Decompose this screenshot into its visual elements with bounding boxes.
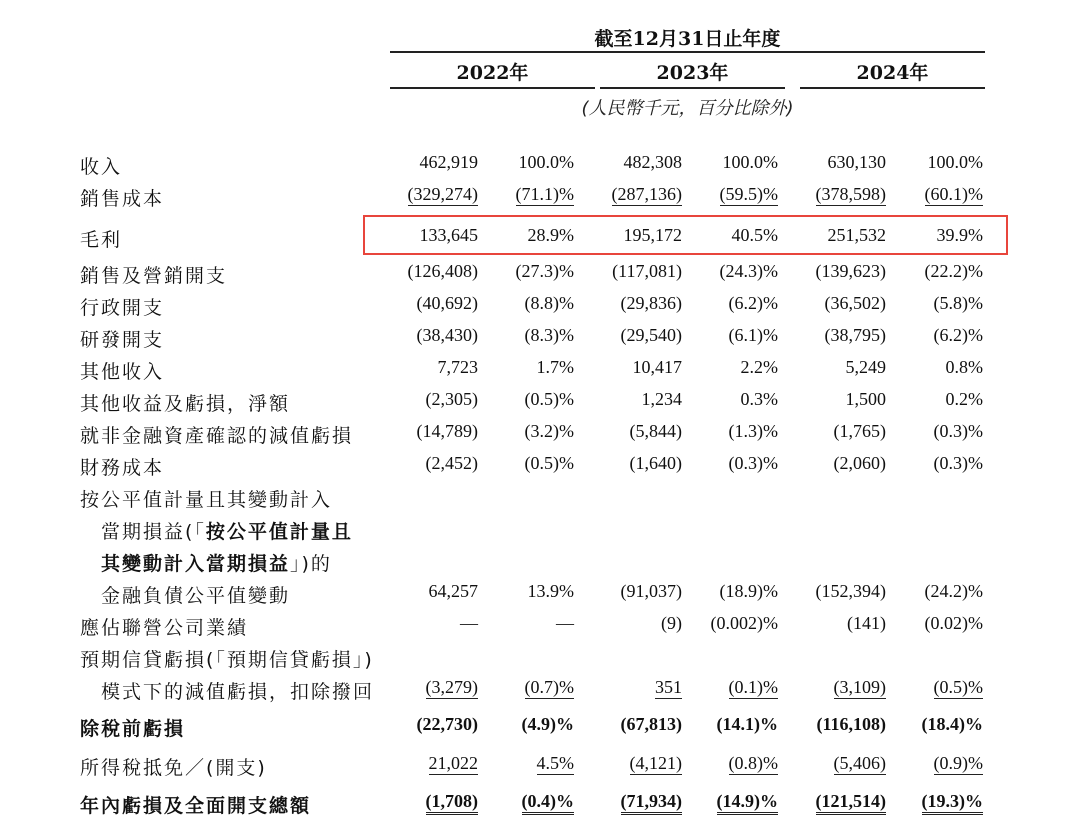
row-label-fvtpl-line3-text: 」)的 (290, 553, 332, 575)
cell-row4-2022-percent: (8.8)% (524, 293, 574, 313)
cell-row13-2023-percent: (14.1)% (716, 714, 778, 734)
cell-row9-2024-amount: (2,060) (833, 453, 886, 473)
cell-row1-2022-amount: (329,274) (407, 184, 478, 204)
cell-row14-2023-percent: (0.8)% (728, 753, 778, 773)
cell-row12-2024-amount: (3,109) (833, 677, 886, 697)
cell-row12-2024-percent: (0.5)% (933, 677, 983, 697)
row-label-selling-expenses: 銷售及營銷開支 (80, 265, 228, 287)
row-label-ecl-line1: 預期信貸虧損(「預期信貸虧損」) (80, 649, 374, 671)
cell-row13-2022-amount: (22,730) (416, 714, 478, 734)
cell-row2-2023-amount: 195,172 (623, 225, 682, 245)
row-label-fvtpl-line2 (101, 517, 353, 544)
cell-row14-2022-amount: 21,022 (428, 753, 478, 773)
row-label-cost-of-sales: 銷售成本 (80, 188, 165, 210)
cell-row0-2023-amount: 482,308 (623, 152, 682, 172)
row-label-fvtpl-line3 (101, 549, 332, 576)
cell-row11-2024-percent: (0.02)% (924, 613, 983, 633)
cell-row14-2024-amount: (5,406) (833, 753, 886, 773)
cell-row3-2022-amount: (126,408) (407, 261, 478, 281)
cell-row8-2024-amount: (1,765) (833, 421, 886, 441)
cell-row7-2024-amount: 1,500 (845, 389, 886, 409)
cell-row10-2022-amount: 64,257 (428, 581, 478, 601)
cell-row11-2023-amount: (9) (661, 613, 682, 633)
cell-row10-2023-amount: (91,037) (620, 581, 682, 601)
cell-row10-2023-percent: (18.9)% (719, 581, 778, 601)
unit-note: (人民幣千元，百分比除外) (581, 98, 794, 119)
cell-row9-2023-amount: (1,640) (629, 453, 682, 473)
cell-row1-2023-amount: (287,136) (611, 184, 682, 204)
cell-row10-2022-percent: 13.9% (527, 581, 574, 601)
cell-row13-2023-amount: (67,813) (620, 714, 682, 734)
cell-row6-2024-amount: 5,249 (845, 357, 886, 377)
cell-row4-2024-amount: (36,502) (824, 293, 886, 313)
cell-row13-2024-percent: (18.4)% (921, 714, 983, 734)
row-label-impairment-nonfinancial: 就非金融資產確認的減值虧損 (80, 425, 354, 447)
cell-row5-2023-amount: (29,540) (620, 325, 682, 345)
cell-row2-2024-amount: 251,532 (827, 225, 886, 245)
cell-row6-2022-amount: 7,723 (437, 357, 478, 377)
cell-row15-2024-percent: (19.3)% (922, 791, 984, 812)
cell-row14-2022-percent: 4.5% (536, 753, 574, 773)
year-rule-2024 (800, 87, 985, 89)
cell-row5-2023-percent: (6.1)% (728, 325, 778, 345)
cell-row12-2023-percent: (0.1)% (728, 677, 778, 697)
row-label-income-tax: 所得稅抵免／(開支) (80, 757, 267, 779)
cell-row4-2023-amount: (29,836) (620, 293, 682, 313)
cell-row12-2022-percent: (0.7)% (524, 677, 574, 697)
cell-row10-2024-amount: (152,394) (815, 581, 886, 601)
year-header-2024: 2024年 (856, 62, 929, 84)
cell-row6-2023-amount: 10,417 (632, 357, 682, 377)
cell-row8-2023-amount: (5,844) (629, 421, 682, 441)
cell-row1-2022-percent: (71.1)% (515, 184, 574, 204)
cell-row10-2024-percent: (24.2)% (924, 581, 983, 601)
cell-row2-2022-percent: 28.9% (527, 225, 574, 245)
row-label-ecl-line2: 模式下的減值虧損，扣除撥回 (101, 681, 375, 703)
cell-row3-2024-amount: (139,623) (815, 261, 886, 281)
cell-row4-2023-percent: (6.2)% (728, 293, 778, 313)
cell-row15-2022-percent: (0.4)% (522, 791, 575, 812)
cell-row11-2022-amount: — (460, 613, 478, 633)
row-label-fvtpl-term-a: 按公平值計量且 (205, 521, 353, 543)
cell-row11-2023-percent: (0.002)% (710, 613, 778, 633)
cell-row1-2024-percent: (60.1)% (924, 184, 983, 204)
cell-row7-2022-amount: (2,305) (425, 389, 478, 409)
cell-row0-2023-percent: 100.0% (722, 152, 778, 172)
cell-row9-2022-percent: (0.5)% (524, 453, 574, 473)
year-rule-2022 (390, 87, 595, 89)
cell-row12-2022-amount: (3,279) (425, 677, 478, 697)
row-label-share-of-associates: 應佔聯營公司業績 (80, 617, 249, 639)
cell-row3-2023-percent: (24.3)% (719, 261, 778, 281)
cell-row15-2022-amount: (1,708) (426, 791, 479, 812)
cell-row8-2024-percent: (0.3)% (933, 421, 983, 441)
cell-row15-2023-percent: (14.9)% (717, 791, 779, 812)
cell-row9-2022-amount: (2,452) (425, 453, 478, 473)
cell-row5-2024-amount: (38,795) (824, 325, 886, 345)
cell-row2-2022-amount: 133,645 (419, 225, 478, 245)
row-label-fvtpl-line4: 金融負債公平值變動 (101, 585, 291, 607)
cell-row5-2022-percent: (8.3)% (524, 325, 574, 345)
cell-row1-2023-percent: (59.5)% (719, 184, 778, 204)
cell-row6-2022-percent: 1.7% (536, 357, 574, 377)
cell-row11-2024-amount: (141) (847, 613, 886, 633)
cell-row3-2022-percent: (27.3)% (515, 261, 574, 281)
cell-row14-2023-amount: (4,121) (629, 753, 682, 773)
cell-row9-2023-percent: (0.3)% (728, 453, 778, 473)
cell-row3-2024-percent: (22.2)% (924, 261, 983, 281)
cell-row2-2023-percent: 40.5% (731, 225, 778, 245)
cell-row4-2022-amount: (40,692) (416, 293, 478, 313)
row-label-other-income: 其他收入 (80, 361, 165, 383)
cell-row15-2024-amount: (121,514) (816, 791, 887, 812)
cell-row15-2023-amount: (71,934) (621, 791, 683, 812)
cell-row8-2022-amount: (14,789) (416, 421, 478, 441)
row-label-total-loss: 年內虧損及全面開支總額 (80, 795, 312, 817)
period-header: 截至12月31日止年度 (594, 28, 781, 50)
cell-row11-2022-percent: — (556, 613, 574, 633)
row-label-admin-expenses: 行政開支 (80, 297, 165, 319)
cell-row6-2023-percent: 2.2% (740, 357, 778, 377)
cell-row8-2022-percent: (3.2)% (524, 421, 574, 441)
cell-row0-2022-amount: 462,919 (419, 152, 478, 172)
row-label-loss-before-tax: 除稅前虧損 (80, 718, 186, 740)
cell-row8-2023-percent: (1.3)% (728, 421, 778, 441)
cell-row7-2024-percent: 0.2% (945, 389, 983, 409)
header-rule (390, 51, 985, 53)
row-label-rnd-expenses: 研發開支 (80, 329, 165, 351)
row-label-other-gains-losses: 其他收益及虧損，淨額 (80, 393, 291, 415)
cell-row2-2024-percent: 39.9% (936, 225, 983, 245)
row-label-fvtpl-term-b: 其變動計入當期損益 (101, 553, 291, 575)
cell-row9-2024-percent: (0.3)% (933, 453, 983, 473)
cell-row5-2022-amount: (38,430) (416, 325, 478, 345)
cell-row5-2024-percent: (6.2)% (933, 325, 983, 345)
cell-row0-2024-amount: 630,130 (827, 152, 886, 172)
cell-row7-2022-percent: (0.5)% (524, 389, 574, 409)
cell-row14-2024-percent: (0.9)% (933, 753, 983, 773)
cell-row13-2022-percent: (4.9)% (521, 714, 574, 734)
cell-row0-2024-percent: 100.0% (927, 152, 983, 172)
row-label-gross-profit: 毛利 (80, 229, 123, 251)
row-label-revenue: 收入 (80, 156, 123, 178)
cell-row4-2024-percent: (5.8)% (933, 293, 983, 313)
year-header-2023: 2023年 (656, 62, 729, 84)
cell-row1-2024-amount: (378,598) (815, 184, 886, 204)
cell-row0-2022-percent: 100.0% (518, 152, 574, 172)
cell-row12-2023-amount: 351 (655, 677, 682, 697)
cell-row7-2023-percent: 0.3% (740, 389, 778, 409)
row-label-fvtpl-line2-text: 當期損益(「 (101, 521, 206, 543)
cell-row7-2023-amount: 1,234 (641, 389, 682, 409)
year-rule-2023 (600, 87, 785, 89)
cell-row3-2023-amount: (117,081) (612, 261, 682, 281)
row-label-fvtpl-line1: 按公平值計量且其變動計入 (80, 489, 333, 511)
cell-row6-2024-percent: 0.8% (945, 357, 983, 377)
cell-row13-2024-amount: (116,108) (816, 714, 886, 734)
row-label-finance-costs: 財務成本 (80, 457, 165, 479)
year-header-2022: 2022年 (456, 62, 529, 84)
